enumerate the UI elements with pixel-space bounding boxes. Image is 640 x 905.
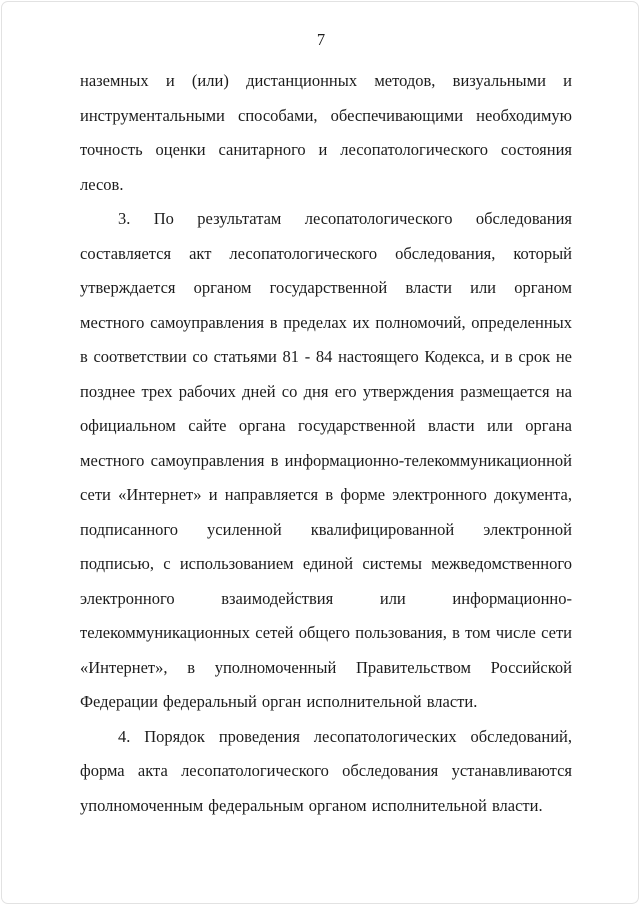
- page-number: 7: [316, 30, 326, 49]
- document-body: [80, 64, 572, 823]
- paragraph-item-4: 4. Порядок проведения лесопатологических обследований, форма акта лесопатологического обследования устанавливаются уполномоченным федеральным органом исполнительной власти.: [80, 726, 572, 815]
- paragraph-item-3: 3. По результатам лесопатологического обследования составляется акт лесопатологического обследования, который утверждается органом государственной власти или органом местного самоуправления в пределах их полномочий, определенных в соответствии со статьями 81 - 84 настоящего Кодекса, и в срок не позднее трех рабочих дней со дня его утверждения размещается на официальном сайте органа государственной власти или органа местного самоуправления в информационно-телекоммуникационной сети «Интернет» и направляется в форме электронного документа, подписанного усиленной квалифицированной электронной подписью, с использованием единой системы межведомственного электронного взаимодействия или информационно-телекоммуникационных сетей общего пользования, в том числе сети «Интернет», в уполномоченный Правительством Российской Федерации федеральный орган исполнительной власти.: [80, 209, 572, 711]
- paragraph-continuation: наземных и (или) дистанционных методов, визуальными и инструментальными способами, обеспечивающими необходимую точность оценки санитарного и лесопатологического состояния лесов.: [80, 71, 572, 194]
- document-page: [1, 1, 639, 904]
